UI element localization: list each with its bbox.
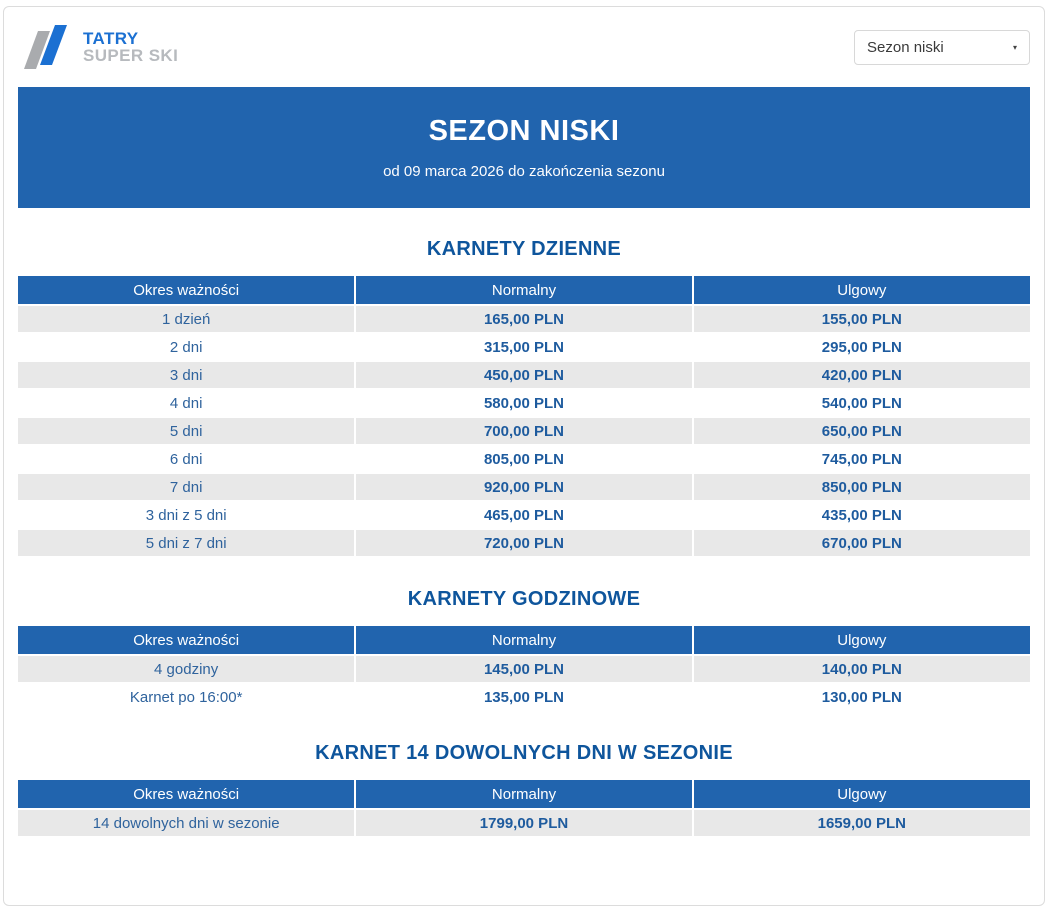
brand-name-line1: TATRY xyxy=(83,28,139,48)
column-header: Normalny xyxy=(355,780,692,809)
price-table xyxy=(18,276,1030,558)
price-normal-cell: 135,00 PLN xyxy=(355,683,692,711)
price-normal-cell: 1799,00 PLN xyxy=(355,809,692,837)
table-row xyxy=(18,683,1030,711)
page-container xyxy=(3,6,1045,906)
price-reduced-cell: 420,00 PLN xyxy=(693,361,1030,389)
column-header: Normalny xyxy=(355,626,692,655)
price-normal-cell: 315,00 PLN xyxy=(355,333,692,361)
column-header: Okres ważności xyxy=(18,276,355,305)
pricing-sections xyxy=(18,238,1030,838)
table-header-row xyxy=(18,780,1030,809)
column-header: Ulgowy xyxy=(693,626,1030,655)
price-normal-cell: 450,00 PLN xyxy=(355,361,692,389)
table-row xyxy=(18,501,1030,529)
period-cell: 1 dzień xyxy=(18,305,355,333)
table-row xyxy=(18,389,1030,417)
period-cell: 3 dni xyxy=(18,361,355,389)
season-banner xyxy=(18,87,1030,208)
price-reduced-cell: 295,00 PLN xyxy=(693,333,1030,361)
price-normal-cell: 465,00 PLN xyxy=(355,501,692,529)
price-reduced-cell: 650,00 PLN xyxy=(693,417,1030,445)
price-normal-cell: 580,00 PLN xyxy=(355,389,692,417)
table-row xyxy=(18,473,1030,501)
price-reduced-cell: 540,00 PLN xyxy=(693,389,1030,417)
top-bar xyxy=(18,7,1030,87)
brand-name-line2: SUPER SKI xyxy=(83,46,179,65)
price-normal-cell: 165,00 PLN xyxy=(355,305,692,333)
period-cell: 4 godziny xyxy=(18,655,355,683)
table-row xyxy=(18,361,1030,389)
ski-slash-logo-icon xyxy=(18,19,74,76)
section-title: KARNETY DZIENNE xyxy=(426,238,622,260)
table-row xyxy=(18,809,1030,837)
period-cell: 4 dni xyxy=(18,389,355,417)
table-header-row xyxy=(18,626,1030,655)
season-select-value: Sezon niski xyxy=(867,38,944,56)
price-normal-cell: 805,00 PLN xyxy=(355,445,692,473)
period-cell: 7 dni xyxy=(18,473,355,501)
season-select[interactable] xyxy=(854,30,1030,65)
period-cell: 14 dowolnych dni w sezonie xyxy=(18,809,355,837)
brand-name xyxy=(83,30,178,65)
price-normal-cell: 145,00 PLN xyxy=(355,655,692,683)
table-row xyxy=(18,529,1030,557)
price-reduced-cell: 130,00 PLN xyxy=(693,683,1030,711)
column-header: Normalny xyxy=(355,276,692,305)
period-cell: 5 dni xyxy=(18,417,355,445)
season-banner-title: SEZON NISKI xyxy=(428,115,620,147)
price-table xyxy=(18,626,1030,712)
pricing-section xyxy=(18,588,1030,712)
price-reduced-cell: 850,00 PLN xyxy=(693,473,1030,501)
table-row xyxy=(18,417,1030,445)
price-reduced-cell: 745,00 PLN xyxy=(693,445,1030,473)
price-reduced-cell: 155,00 PLN xyxy=(693,305,1030,333)
period-cell: 2 dni xyxy=(18,333,355,361)
pricing-section xyxy=(18,742,1030,838)
column-header: Ulgowy xyxy=(693,780,1030,809)
section-title: KARNETY GODZINOWE xyxy=(407,588,641,610)
column-header: Okres ważności xyxy=(18,780,355,809)
section-title: KARNET 14 DOWOLNYCH DNI W SEZONIE xyxy=(315,742,733,764)
table-header-row xyxy=(18,276,1030,305)
price-reduced-cell: 1659,00 PLN xyxy=(693,809,1030,837)
table-row xyxy=(18,333,1030,361)
period-cell: 3 dni z 5 dni xyxy=(18,501,355,529)
season-banner-subtitle: od 09 marca 2026 do zakończenia sezonu xyxy=(383,163,665,180)
period-cell: 5 dni z 7 dni xyxy=(18,529,355,557)
chevron-down-icon: ▾ xyxy=(1012,42,1017,52)
price-reduced-cell: 435,00 PLN xyxy=(693,501,1030,529)
price-normal-cell: 920,00 PLN xyxy=(355,473,692,501)
price-reduced-cell: 670,00 PLN xyxy=(693,529,1030,557)
price-table xyxy=(18,780,1030,838)
pricing-section xyxy=(18,238,1030,558)
price-normal-cell: 700,00 PLN xyxy=(355,417,692,445)
table-row xyxy=(18,305,1030,333)
brand-logo[interactable] xyxy=(18,19,178,76)
table-row xyxy=(18,445,1030,473)
period-cell: Karnet po 16:00* xyxy=(18,683,355,711)
period-cell: 6 dni xyxy=(18,445,355,473)
column-header: Okres ważności xyxy=(18,626,355,655)
price-normal-cell: 720,00 PLN xyxy=(355,529,692,557)
column-header: Ulgowy xyxy=(693,276,1030,305)
price-reduced-cell: 140,00 PLN xyxy=(693,655,1030,683)
table-row xyxy=(18,655,1030,683)
